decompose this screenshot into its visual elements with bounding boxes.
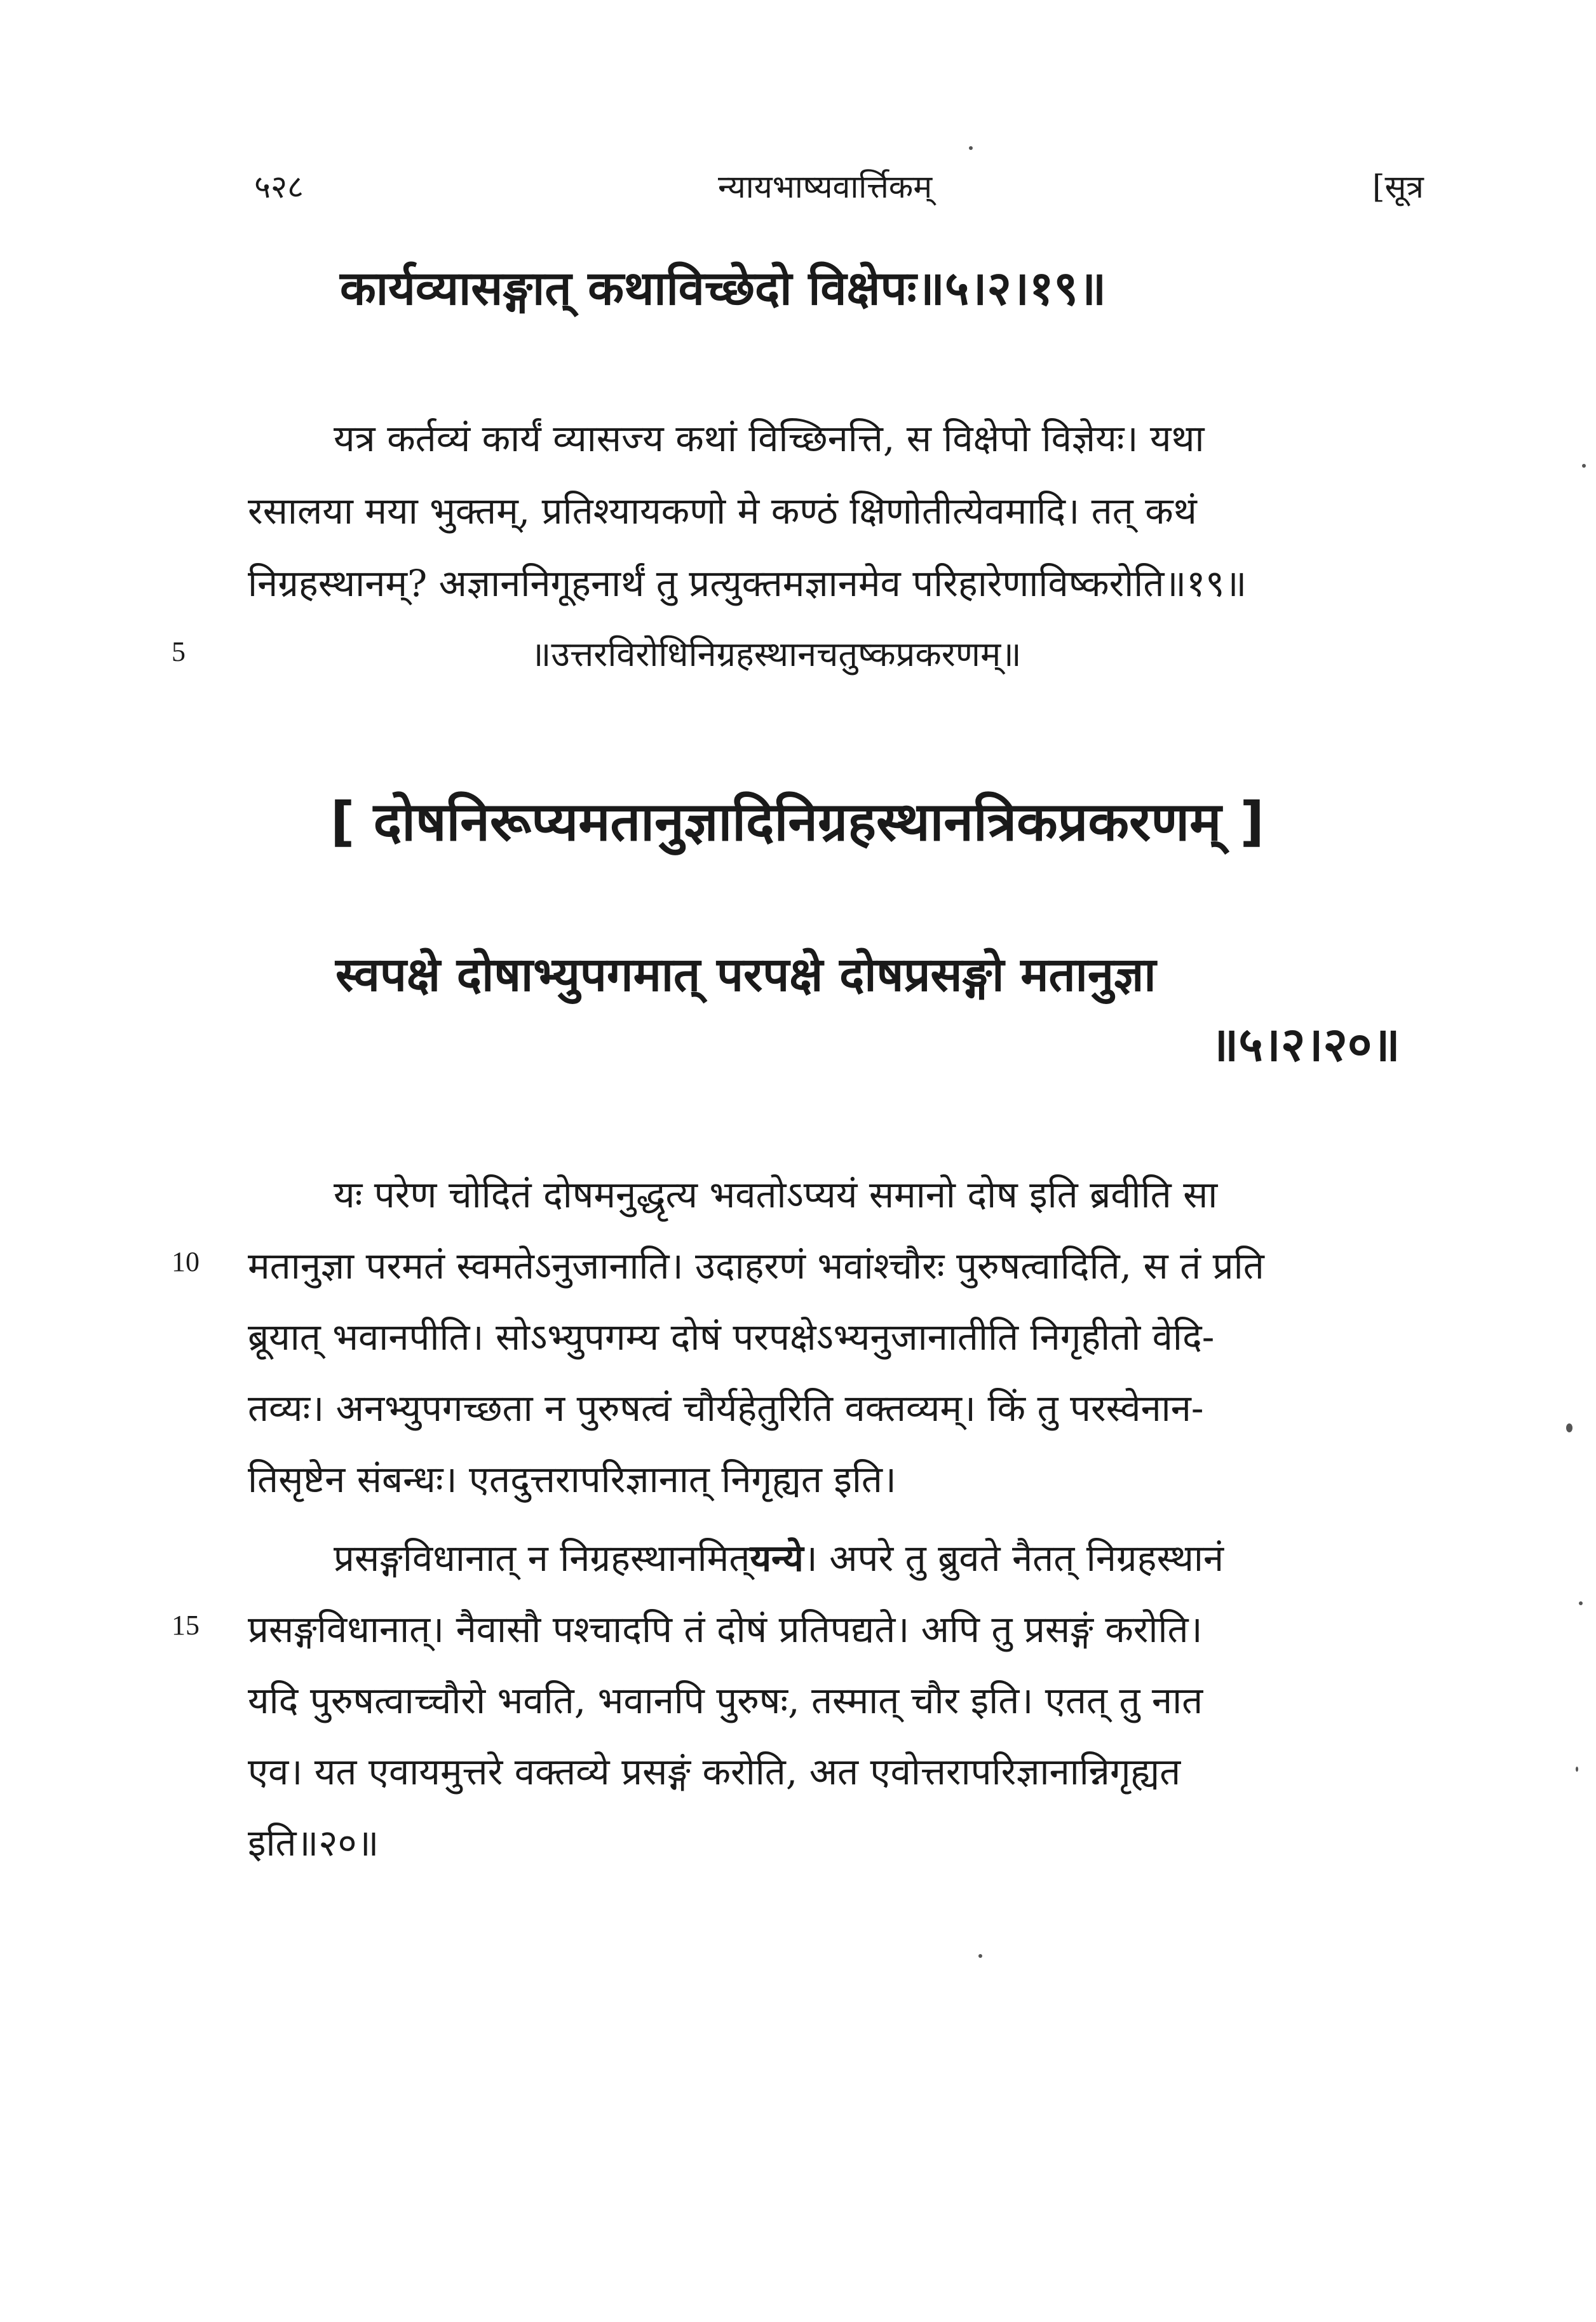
- line-number-5: 5: [172, 636, 186, 667]
- anye-bold: यन्ये: [750, 1537, 804, 1580]
- commentary-19-line-3: निग्रहस्थानम्? अज्ञाननिगूहनार्थं तु प्रत्युक्तमज्ञानमेव परिहारेणाविष्करोति॥१९॥: [248, 562, 1247, 605]
- commentary-20-line-1: यः परेण चोदितं दोषमनुद्धृत्य भवतोऽप्ययं समानो दोष इति ब्रवीति सा: [334, 1173, 1218, 1216]
- scan-speck: [969, 146, 973, 150]
- commentary-19-line-2: रसालया मया भुक्तम्, प्रतिश्यायकणो मे कण्ठं क्षिणोतीत्येवमादि। तत् कथं: [248, 489, 1197, 533]
- page-number: ५२८: [254, 168, 304, 205]
- commentary-20-line-9: एव। यत एवायमुत्तरे वक्तव्ये प्रसङ्गं करोति, अत एवोत्तरापरिज्ञानान्निगृह्यत: [248, 1750, 1181, 1793]
- running-title: न्यायभाष्यवार्त्तिकम्: [718, 168, 933, 205]
- prakarana-colophon: ॥उत्तरविरोधिनिग्रहस्थानचतुष्कप्रकरणम्॥: [531, 634, 1022, 674]
- sutra-20-number: ॥५।२।२०॥: [1210, 1017, 1400, 1072]
- commentary-20-line-3: ब्रूयात् भवानपीति। सोऽभ्युपगम्य दोषं परपक्षेऽभ्यनुजानातीति निगृहीतो वेदि-: [248, 1315, 1215, 1359]
- scan-speck: [1582, 464, 1586, 468]
- commentary-19-line-1: यत्र कर्तव्यं कार्यं व्यासज्य कथां विच्छिनत्ति, स विक्षेपो विज्ञेयः। यथा: [334, 417, 1205, 460]
- scan-speck: [1579, 1601, 1583, 1605]
- line-number-10: 10: [172, 1246, 200, 1277]
- para2-continuation: । अपरे तु ब्रुवते नैतत् निग्रहस्थानं: [803, 1537, 1224, 1580]
- commentary-20-line-10: इति॥२०॥: [248, 1821, 379, 1864]
- scan-speck: [978, 1954, 982, 1958]
- sutra-19: कार्यव्यासङ्गात् कथाविच्छेदो विक्षेपः॥५।२।१९॥: [340, 261, 1107, 316]
- line-number-15: 15: [172, 1610, 200, 1641]
- commentary-20-line-2: मतानुज्ञा परमतं स्वमतेऽनुजानाति। उदाहरणं भवांश्चौरः पुरुषत्वादिति, स तं प्रति: [248, 1244, 1264, 1287]
- commentary-20-line-4: तव्यः। अनभ्युपगच्छता न पुरुषत्वं चौर्यहेतुरिति वक्तव्यम्। किं तु परस्वेनान-: [248, 1387, 1204, 1430]
- scan-speck: [1576, 1767, 1578, 1772]
- commentary-20-line-5: तिसृष्टेन संबन्धः। एतदुत्तरापरिज्ञानात् निगृह्यत इति।: [248, 1458, 896, 1501]
- running-section: [सूत्र: [1372, 168, 1424, 205]
- para2-start: प्रसङ्गविधानात् न निग्रहस्थानमित्: [334, 1537, 750, 1580]
- prakarana-heading: [ दोषनिरूप्यमतानुज्ञादिनिग्रहस्थानत्रिकप्रकरणम् ]: [330, 791, 1264, 853]
- scan-speck: [1566, 1423, 1572, 1432]
- commentary-20-line-6: [334, 1531, 1224, 1582]
- commentary-20-line-7: प्रसङ्गविधानात्। नैवासौ पश्चादपि तं दोषं प्रतिपद्यते। अपि तु प्रसङ्गं करोति।: [248, 1608, 1203, 1651]
- commentary-20-line-8: यदि पुरुषत्वाच्चौरो भवति, भवानपि पुरुषः, तस्मात् चौर इति। एतत् तु नात: [248, 1679, 1203, 1722]
- sutra-20-line-1: स्वपक्षे दोषाभ्युपगमात् परपक्षे दोषप्रसङ्गो मतानुज्ञा: [335, 947, 1156, 1002]
